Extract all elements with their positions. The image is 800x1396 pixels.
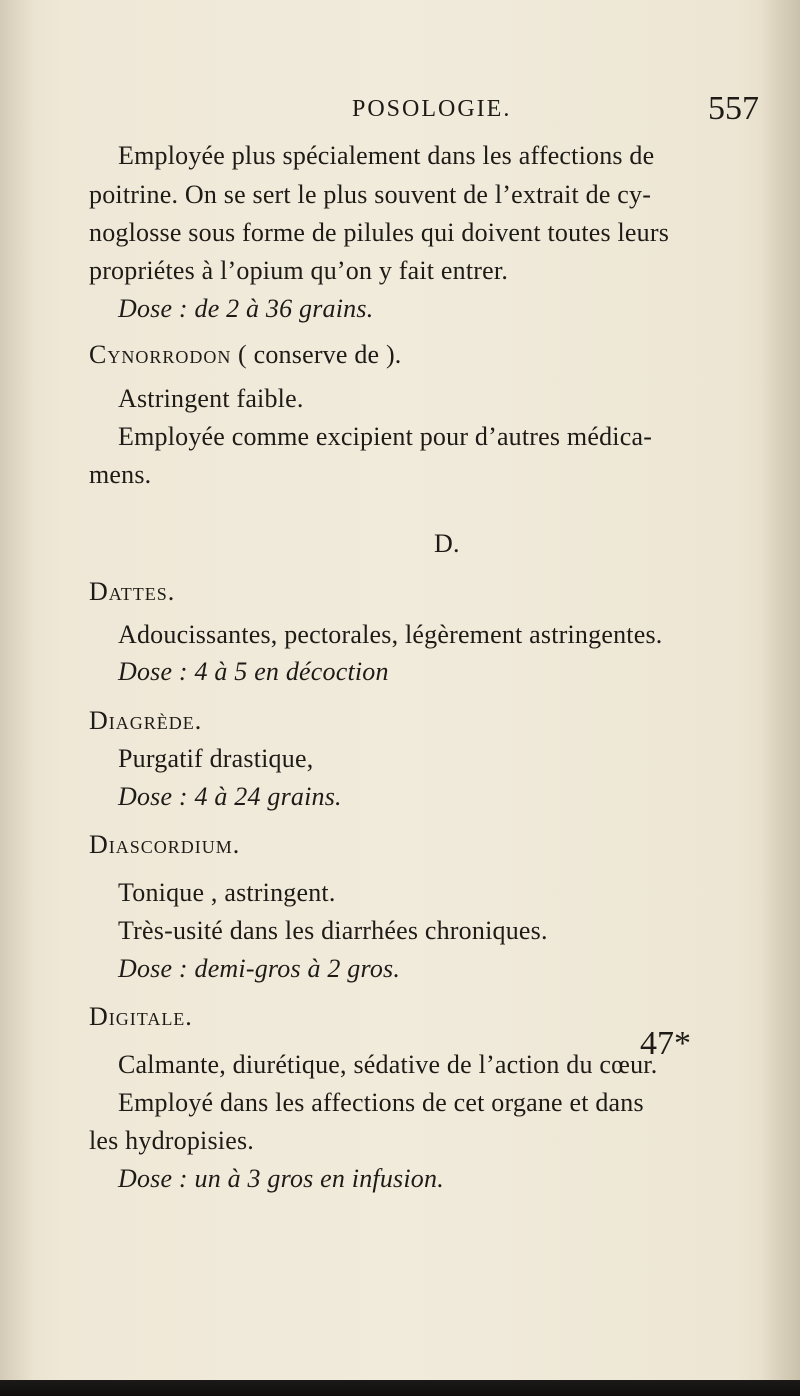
entry-heading [89,339,402,371]
left-page-shadow [0,0,34,1396]
text-line: propriétes à l’opium qu’on y fait entrer. [89,256,509,285]
text-line: Très-usité dans les diarrhées chroniques. [118,916,548,945]
page-number: 557 [708,90,759,127]
text-line: Adoucissantes, pectorales, légèrement astringentes. [118,620,663,649]
dose-line: Dose : 4 à 5 en décoction [118,657,389,686]
text-line: poitrine. On se sert le plus souvent de l’extrait de cy- [89,180,652,209]
entry-title: Digitale. [89,1002,193,1031]
signature-mark: 47* [640,1025,691,1062]
entry-title: Diagrède. [89,706,203,735]
text-line: Employée comme excipient pour d’autres médica- [118,422,653,451]
entry-title: Diascordium. [89,830,241,859]
entry-title: Cynorrodon [89,340,232,369]
page-bottom-edge [0,1380,800,1396]
text-line: les hydropisies. [89,1126,254,1155]
text-line: Employée plus spécialement dans les affections de [118,141,655,170]
text-line: Employé dans les affections de cet organe et dans [118,1088,644,1117]
dose-line: Dose : un à 3 gros en infusion. [118,1164,444,1193]
dose-line: Dose : demi-gros à 2 gros. [118,954,401,983]
running-header: POSOLOGIE. [352,96,512,122]
text-line: mens. [89,460,152,489]
text-line: Calmante, diurétique, sédative de l’action du cœur. [118,1050,658,1079]
section-letter: D. [434,529,460,558]
text-line: Tonique , astringent. [118,878,336,907]
dose-line: Dose : de 2 à 36 grains. [118,294,374,323]
entry-title: Dattes. [89,577,176,606]
text-line: Astringent faible. [118,384,304,413]
entry-title-suffix: ( conserve de ). [231,340,402,369]
right-page-shadow [760,0,800,1396]
text-line: noglosse sous forme de pilules qui doivent toutes leurs [89,218,670,247]
dose-line: Dose : 4 à 24 grains. [118,782,342,811]
text-line: Purgatif drastique, [118,744,314,773]
